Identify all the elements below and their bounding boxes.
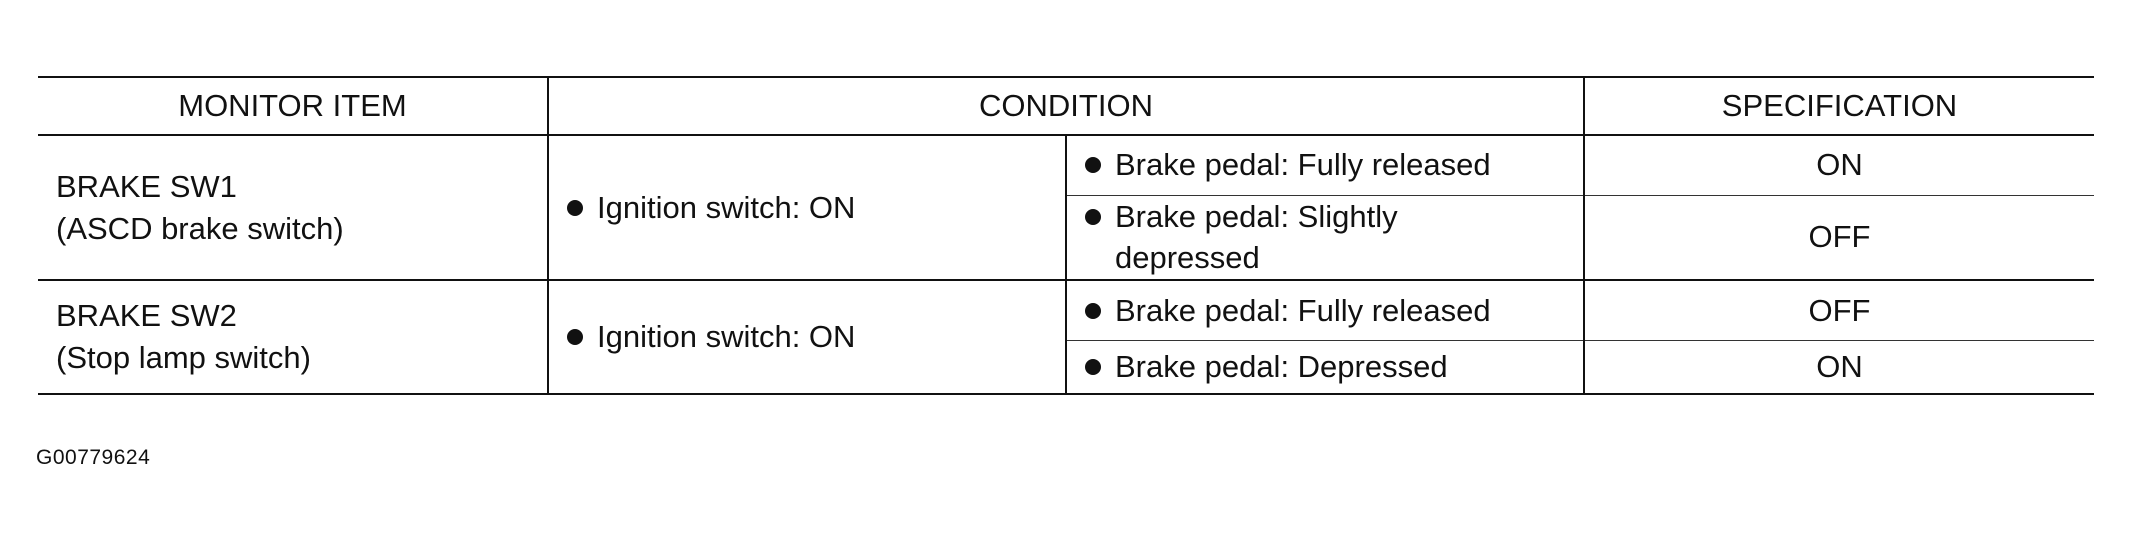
main-condition-cell: [548, 280, 1066, 394]
header-condition: CONDITION: [548, 77, 1584, 135]
spec-value: ON: [1584, 340, 2094, 394]
monitor-spec-table: [38, 76, 2094, 395]
main-condition-cell: [548, 135, 1066, 280]
sub-condition-cell: [1066, 135, 1584, 195]
sub-condition-cell: [1066, 340, 1584, 394]
header-row: [38, 77, 2094, 135]
sub-condition-text: Brake pedal: Fully released: [1115, 292, 1491, 328]
table-row: [38, 280, 2094, 340]
sub-condition-text: Brake pedal: Fully released: [1115, 147, 1491, 183]
spec-value: OFF: [1584, 195, 2094, 280]
bullet-dot-icon: [1085, 209, 1101, 225]
monitor-item-name: BRAKE SW2: [56, 298, 237, 334]
sub-condition-cell: [1066, 280, 1584, 340]
spec-value: OFF: [1584, 280, 2094, 340]
sub-condition-text: Brake pedal: Depressed: [1115, 349, 1448, 385]
header-monitor-item: MONITOR ITEM: [38, 77, 548, 135]
monitor-item-cell: [38, 280, 548, 394]
header-specification: SPECIFICATION: [1584, 77, 2094, 135]
main-condition-text: Ignition switch: ON: [597, 319, 856, 355]
monitor-item-cell: [38, 135, 548, 280]
monitor-item-desc: (ASCD brake switch): [56, 210, 344, 246]
bullet-dot-icon: [567, 329, 583, 345]
monitor-item-name: BRAKE SW1: [56, 168, 237, 204]
table-row: [38, 135, 2094, 195]
bullet-dot-icon: [1085, 359, 1101, 375]
main-condition-text: Ignition switch: ON: [597, 189, 856, 225]
spec-value: ON: [1584, 135, 2094, 195]
bullet-dot-icon: [1085, 157, 1101, 173]
monitor-item-desc: (Stop lamp switch): [56, 340, 311, 376]
figure-id: G00779624: [36, 446, 151, 469]
bullet-dot-icon: [1085, 303, 1101, 319]
bullet-dot-icon: [567, 200, 583, 216]
sub-condition-text: Brake pedal: Slightly depressed: [1115, 198, 1398, 276]
sub-condition-cell: [1066, 195, 1584, 280]
